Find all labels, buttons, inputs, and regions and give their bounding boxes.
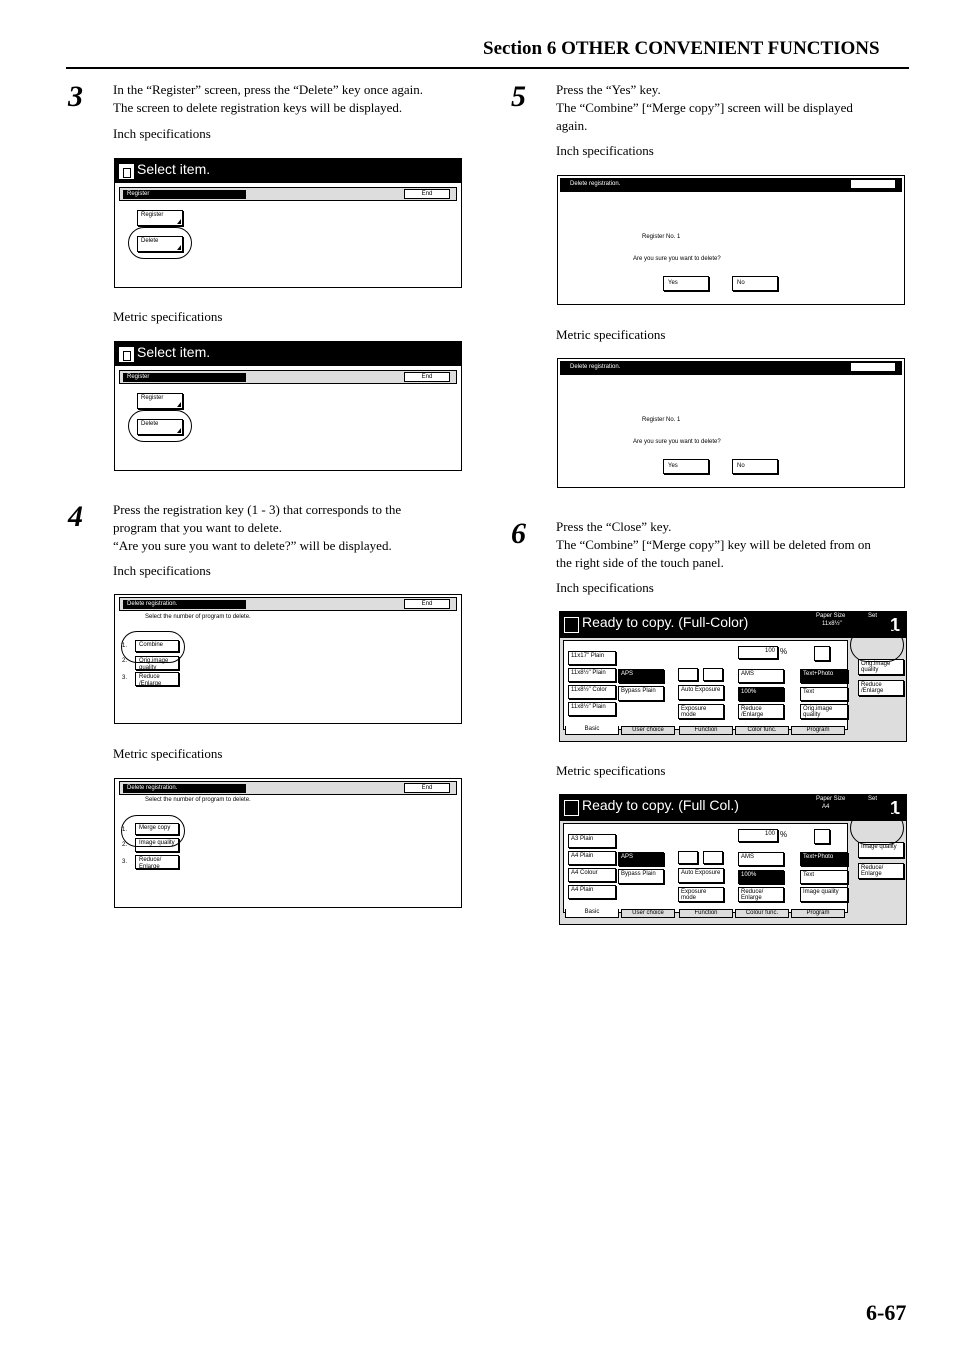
key-corner-icon <box>177 219 181 224</box>
step5-text <box>556 81 853 135</box>
confirm-screen-metric <box>557 358 905 488</box>
step3-line2: The screen to delete registration keys will be displayed. <box>113 100 403 115</box>
screen-title: Select item. <box>137 344 211 360</box>
screen-icon <box>564 617 579 633</box>
register-button[interactable] <box>137 210 183 226</box>
highlight-oval <box>850 811 904 845</box>
tab-color-func[interactable]: Color func. <box>735 726 789 735</box>
delete-registration-bar <box>560 361 902 375</box>
screen-title: Select item. <box>137 161 211 177</box>
delete-prompt: Select the number of program to delete. <box>145 797 251 803</box>
exposure-mode-button[interactable]: Exposure mode <box>678 887 724 902</box>
highlight-oval <box>128 410 192 442</box>
copy-screen-metric <box>559 794 907 925</box>
auto-exposure-button[interactable]: Auto Exposure <box>678 685 724 700</box>
program-number-3: 3. <box>122 859 128 865</box>
screen-title-bar <box>115 342 461 366</box>
step5-metric-label: Metric specifications <box>556 327 666 342</box>
tray-2[interactable]: A4 Plain <box>568 851 616 865</box>
program-key-label: Image quality <box>139 840 175 846</box>
copy-screen-inch <box>559 611 907 742</box>
reduce-enlarge-button[interactable]: Reduce/ Enlarge <box>738 887 784 902</box>
text-button[interactable]: Text <box>800 870 848 884</box>
step5-line2: The “Combine” [“Merge copy”] screen will be displayed <box>556 100 853 115</box>
program-number-2: 2. <box>122 658 128 664</box>
stop-button[interactable]: Stop <box>850 179 896 189</box>
step5-inch-label: Inch specifications <box>556 143 654 158</box>
text-photo-button[interactable]: Text+Photo <box>800 852 848 866</box>
step5-line3: again. <box>556 118 588 133</box>
end-button[interactable]: End <box>404 599 450 609</box>
paper-size-value: 11x8½" <box>822 621 842 627</box>
program-key-label: Combine <box>139 642 164 648</box>
step4-line2: program that you want to delete. <box>113 520 282 535</box>
tray-2[interactable]: 11x8½" Plain <box>568 668 616 682</box>
tray-1[interactable]: A3 Plain <box>568 834 616 848</box>
screen-icon <box>119 164 134 179</box>
delete-registration-bar <box>119 781 457 795</box>
tab-user-choice[interactable]: User choice <box>621 909 675 918</box>
step6-line2: The “Combine” [“Merge copy”] key will be deleted from on <box>556 537 871 552</box>
end-button[interactable]: End <box>404 783 450 793</box>
exposure-darker-icon[interactable] <box>703 668 723 681</box>
tray-1[interactable]: 11x17" Plain <box>568 651 616 665</box>
bypass-button[interactable]: Bypass Plain <box>618 686 664 701</box>
text-photo-button[interactable]: Text+Photo <box>800 669 848 683</box>
page-number: 6-67 <box>866 1300 907 1325</box>
copy-title: Ready to copy. (Full-Color) <box>582 614 749 630</box>
right-key-reduce-enlarge[interactable]: Reduce/ Enlarge <box>858 863 904 879</box>
step-number-5: 5 <box>511 80 526 113</box>
orig-image-quality-button[interactable]: Orig.image quality <box>800 704 848 719</box>
confirm-question: Are you sure you want to delete? <box>633 439 721 445</box>
header-rule <box>66 67 909 69</box>
zoom-percent-field[interactable]: 100 <box>738 646 778 659</box>
end-button[interactable]: End <box>404 189 450 199</box>
image-quality-button[interactable]: Image quality <box>800 887 848 902</box>
step5-line1: Press the “Yes” key. <box>556 82 661 97</box>
tray-3[interactable]: 11x8½" Color <box>568 685 616 699</box>
step4-text <box>113 501 401 555</box>
100-percent-button[interactable]: 100% <box>738 870 784 884</box>
ams-button[interactable]: AMS <box>738 852 784 866</box>
delete-registration-label: Delete registration. <box>123 600 246 609</box>
step3-metric-label: Metric specifications <box>113 309 223 324</box>
tab-colour-func[interactable]: Colour func. <box>735 909 789 918</box>
delete-button-label: Delete <box>141 238 159 244</box>
yes-button[interactable]: Yes <box>663 276 709 291</box>
paper-size-label: Paper Size <box>816 613 846 619</box>
right-key-image-quality[interactable]: Image quality <box>858 842 904 858</box>
percent-sign: % <box>780 647 788 656</box>
set-label: Set <box>868 796 878 802</box>
copy-title: Ready to copy. (Full Col.) <box>582 797 739 813</box>
delete-registration-bar <box>560 178 902 192</box>
step-number-4: 4 <box>68 500 83 533</box>
tab-basic[interactable]: Basic <box>565 726 619 735</box>
delete-registration-label: Delete registration. <box>123 784 246 793</box>
original-type-icon <box>814 646 830 661</box>
step3-line1: In the “Register” screen, press the “Delete” key once again. <box>113 82 424 97</box>
step6-line3: the right side of the touch panel. <box>556 555 724 570</box>
right-key-reduce-enlarge[interactable]: Reduce /Enlarge <box>858 680 904 696</box>
register-bar <box>119 370 457 384</box>
step6-line1: Press the “Close” key. <box>556 519 672 534</box>
screen-icon <box>564 800 579 816</box>
register-button-label: Register <box>141 395 164 401</box>
tab-program[interactable]: Program <box>791 909 845 918</box>
delete-registration-label: Delete registration. <box>570 364 621 370</box>
tab-basic[interactable]: Basic <box>565 909 619 918</box>
percent-sign: % <box>780 830 788 839</box>
copy-main-panel <box>563 823 848 913</box>
100-percent-button[interactable]: 100% <box>738 687 784 701</box>
program-number-3: 3. <box>122 675 128 681</box>
register-number: Register No. 1 <box>642 417 681 423</box>
copy-count: 1 <box>890 798 901 818</box>
program-key-3[interactable] <box>135 855 179 869</box>
screen-title-bar <box>115 159 461 183</box>
copy-count: 1 <box>890 615 901 635</box>
tab-program[interactable]: Program <box>791 726 845 735</box>
tab-function[interactable]: Function <box>679 909 733 918</box>
delete-list-screen-inch <box>114 594 462 724</box>
delete-prompt: Select the number of program to delete. <box>145 614 251 620</box>
exposure-darker-icon[interactable] <box>703 851 723 864</box>
program-key-label: Merge copy <box>139 825 171 831</box>
register-button-label: Register <box>141 212 164 218</box>
copy-main-panel <box>563 640 848 730</box>
step4-line3: “Are you sure you want to delete?” will be displayed. <box>113 538 392 553</box>
step4-line1: Press the registration key (1 - 3) that corresponds to the <box>113 502 402 517</box>
program-number-1: 1. <box>122 643 128 649</box>
step-number-6: 6 <box>511 517 526 550</box>
step4-inch-label: Inch specifications <box>113 563 211 578</box>
program-key-3[interactable] <box>135 672 179 686</box>
text-button[interactable]: Text <box>800 687 848 701</box>
delete-button-label: Delete <box>141 421 159 427</box>
yes-button[interactable]: Yes <box>663 459 709 474</box>
right-key-image-quality[interactable]: Orig.image quality <box>858 659 904 675</box>
step6-text <box>556 518 871 572</box>
confirm-question: Are you sure you want to delete? <box>633 256 721 262</box>
auto-exposure-button[interactable]: Auto Exposure <box>678 868 724 883</box>
exposure-lighter-icon[interactable] <box>678 668 698 681</box>
tab-user-choice[interactable]: User choice <box>621 726 675 735</box>
program-key-label: Reduce /Enlarge <box>139 674 162 687</box>
register-number: Register No. 1 <box>642 234 681 240</box>
tray-4[interactable]: 11x8½" Plain <box>568 702 616 716</box>
stop-button[interactable]: Stop <box>850 362 896 372</box>
register-bar-label: Register <box>123 190 246 199</box>
delete-registration-label: Delete registration. <box>570 181 621 187</box>
highlight-oval <box>850 628 904 662</box>
copy-tabs <box>563 909 848 919</box>
step3-text <box>113 81 423 117</box>
zoom-percent-field[interactable]: 100 <box>738 829 778 842</box>
paper-size-value: A4 <box>822 804 830 810</box>
step6-inch-label: Inch specifications <box>556 580 654 595</box>
program-number-1: 1. <box>122 827 128 833</box>
set-label: Set <box>868 613 878 619</box>
select-item-screen-inch <box>114 158 462 288</box>
select-item-screen-metric <box>114 341 462 471</box>
aps-button[interactable]: APS <box>618 852 664 866</box>
end-button[interactable]: End <box>404 372 450 382</box>
aps-button[interactable]: APS <box>618 669 664 683</box>
register-bar <box>119 187 457 201</box>
reduce-enlarge-button[interactable]: Reduce /Enlarge <box>738 704 784 719</box>
bypass-button[interactable]: Bypass Plain <box>618 869 664 884</box>
delete-registration-bar <box>119 597 457 611</box>
no-button[interactable]: No <box>732 276 778 291</box>
delete-list-screen-metric <box>114 778 462 908</box>
ams-button[interactable]: AMS <box>738 669 784 683</box>
highlight-oval <box>128 227 192 259</box>
section-header: Section 6 OTHER CONVENIENT FUNCTIONS <box>483 38 880 59</box>
tray-4[interactable]: A4 Plain <box>568 885 616 899</box>
tray-3[interactable]: A4 Colour <box>568 868 616 882</box>
program-key-label: Reduce/ Enlarge <box>139 857 162 870</box>
paper-size-label: Paper Size <box>816 796 846 802</box>
no-button[interactable]: No <box>732 459 778 474</box>
copy-tabs <box>563 726 848 736</box>
screen-icon <box>119 347 134 362</box>
step4-metric-label: Metric specifications <box>113 746 223 761</box>
exposure-lighter-icon[interactable] <box>678 851 698 864</box>
program-number-2: 2. <box>122 842 128 848</box>
register-bar-label: Register <box>123 373 246 382</box>
step-number-3: 3 <box>68 80 83 113</box>
register-button[interactable] <box>137 393 183 409</box>
step3-inch-label: Inch specifications <box>113 126 211 141</box>
highlight-oval <box>121 631 185 663</box>
tab-function[interactable]: Function <box>679 726 733 735</box>
step6-metric-label: Metric specifications <box>556 763 666 778</box>
confirm-screen-inch <box>557 175 905 305</box>
exposure-mode-button[interactable]: Exposure mode <box>678 704 724 719</box>
highlight-oval <box>121 815 185 847</box>
program-key-label: Orig.image quality <box>139 658 169 671</box>
original-type-icon <box>814 829 830 844</box>
key-corner-icon <box>177 402 181 407</box>
